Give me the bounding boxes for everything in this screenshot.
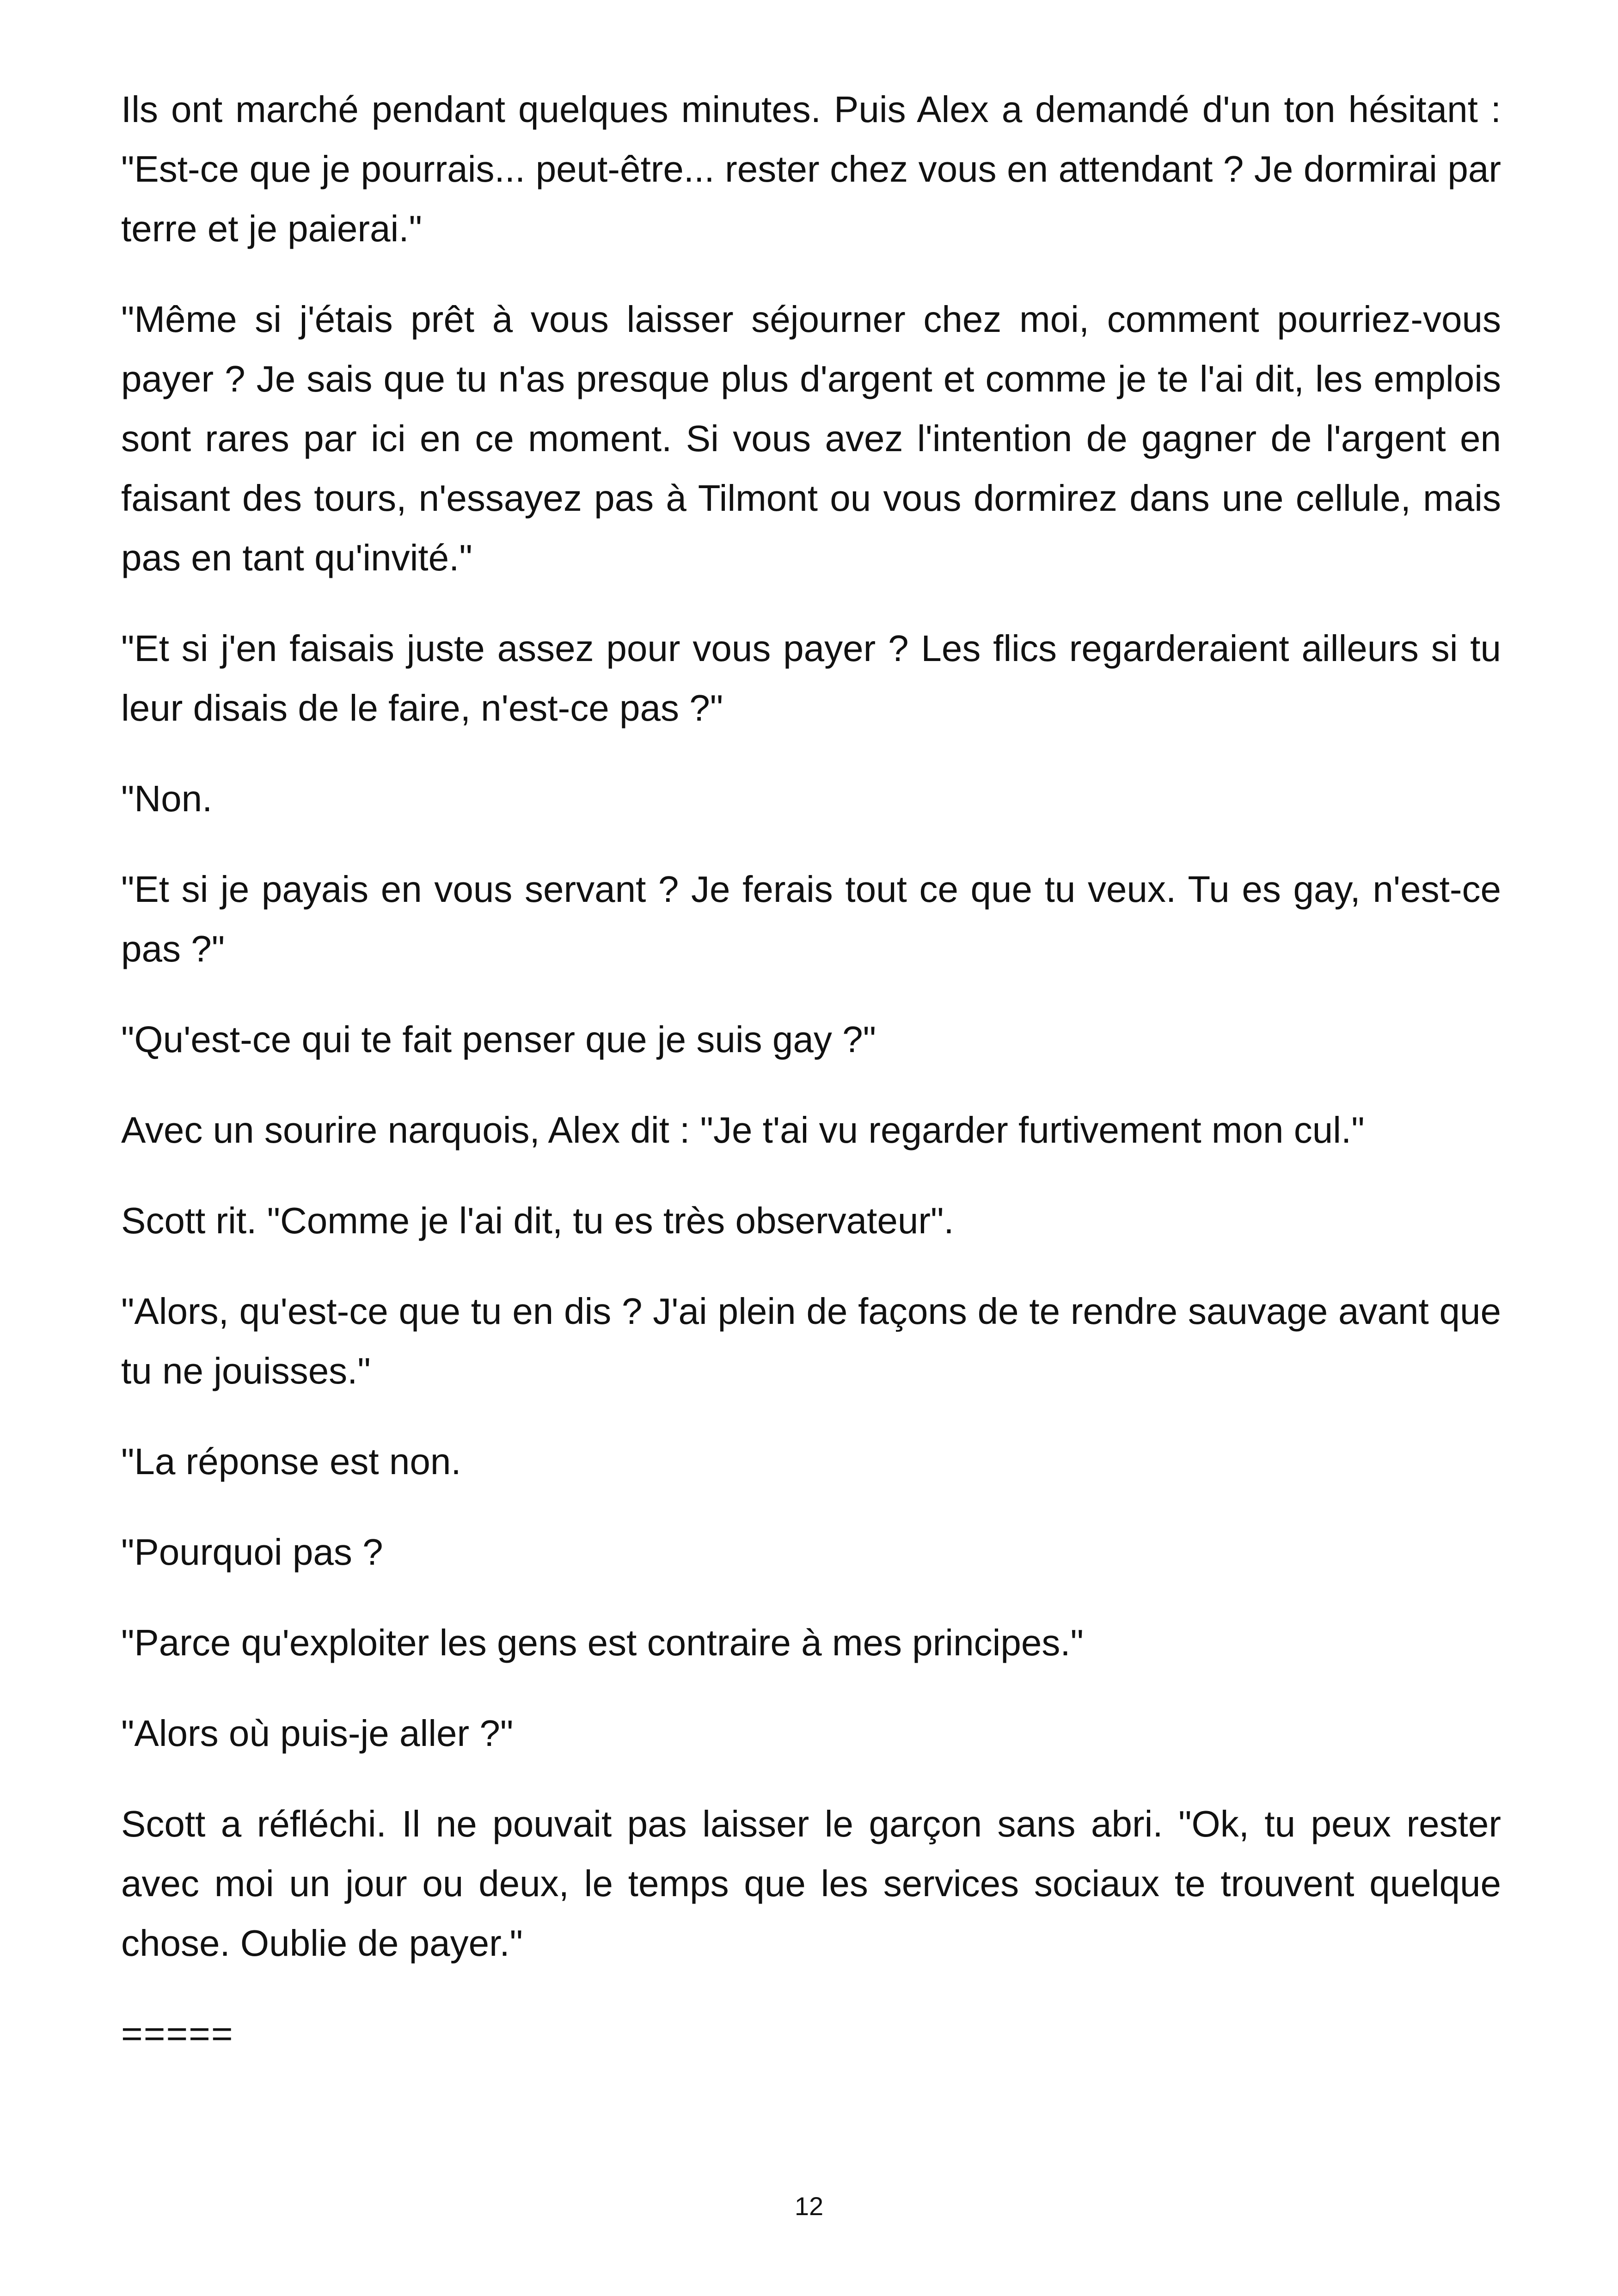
paragraph-7: Avec un sourire narquois, Alex dit : "Je t'ai vu regarder furtivement mon cul." <box>121 1109 1365 1151</box>
section-separator: ===== <box>121 2013 234 2054</box>
paragraph-11: "Pourquoi pas ? <box>121 1531 383 1573</box>
paragraph-10: "La réponse est non. <box>121 1441 461 1482</box>
page-number: 12 <box>794 2192 824 2221</box>
paragraph-3: "Et si j'en faisais juste assez pour vous payer ? Les flics regarderaient ailleurs si tu leur disais de le faire, n'est-ce pas ?" <box>121 628 1501 729</box>
paragraph-4: "Non. <box>121 778 213 819</box>
page-body <box>121 80 1501 2063</box>
paragraph-12: "Parce qu'exploiter les gens est contraire à mes principes." <box>121 1622 1084 1663</box>
paragraph-5: "Et si je payais en vous servant ? Je ferais tout ce que tu veux. Tu es gay, n'est-ce pas ?" <box>121 869 1501 969</box>
paragraph-13: "Alors où puis-je aller ?" <box>121 1713 514 1754</box>
paragraph-2: "Même si j'étais prêt à vous laisser séjourner chez moi, comment pourriez-vous payer ? Je sais que tu n'as presque plus d'argent et comme je te l'ai dit, les emplois sont rares par ici en ce moment. Si vous avez l'intention de gagner de l'argent en faisant des tours, n'essayez pas à Tilmont ou vous dormirez dans une cellule, mais pas en tant qu'invité." <box>121 299 1501 578</box>
paragraph-9: "Alors, qu'est-ce que tu en dis ? J'ai plein de façons de te rendre sauvage avant que tu ne jouisses." <box>121 1291 1501 1391</box>
paragraph-6: "Qu'est-ce qui te fait penser que je suis gay ?" <box>121 1019 876 1060</box>
paragraph-8: Scott rit. "Comme je l'ai dit, tu es très observateur". <box>121 1200 954 1241</box>
paragraph-1: Ils ont marché pendant quelques minutes. Puis Alex a demandé d'un ton hésitant : "Est-ce que je pourrais... peut-être... rester chez vous en attendant ? Je dormirai par terre et je paierai." <box>121 89 1501 249</box>
paragraph-14: Scott a réfléchi. Il ne pouvait pas laisser le garçon sans abri. "Ok, tu peux rester avec moi un jour ou deux, le temps que les services sociaux te trouvent quelque chose. Oublie de payer." <box>121 1803 1501 1964</box>
